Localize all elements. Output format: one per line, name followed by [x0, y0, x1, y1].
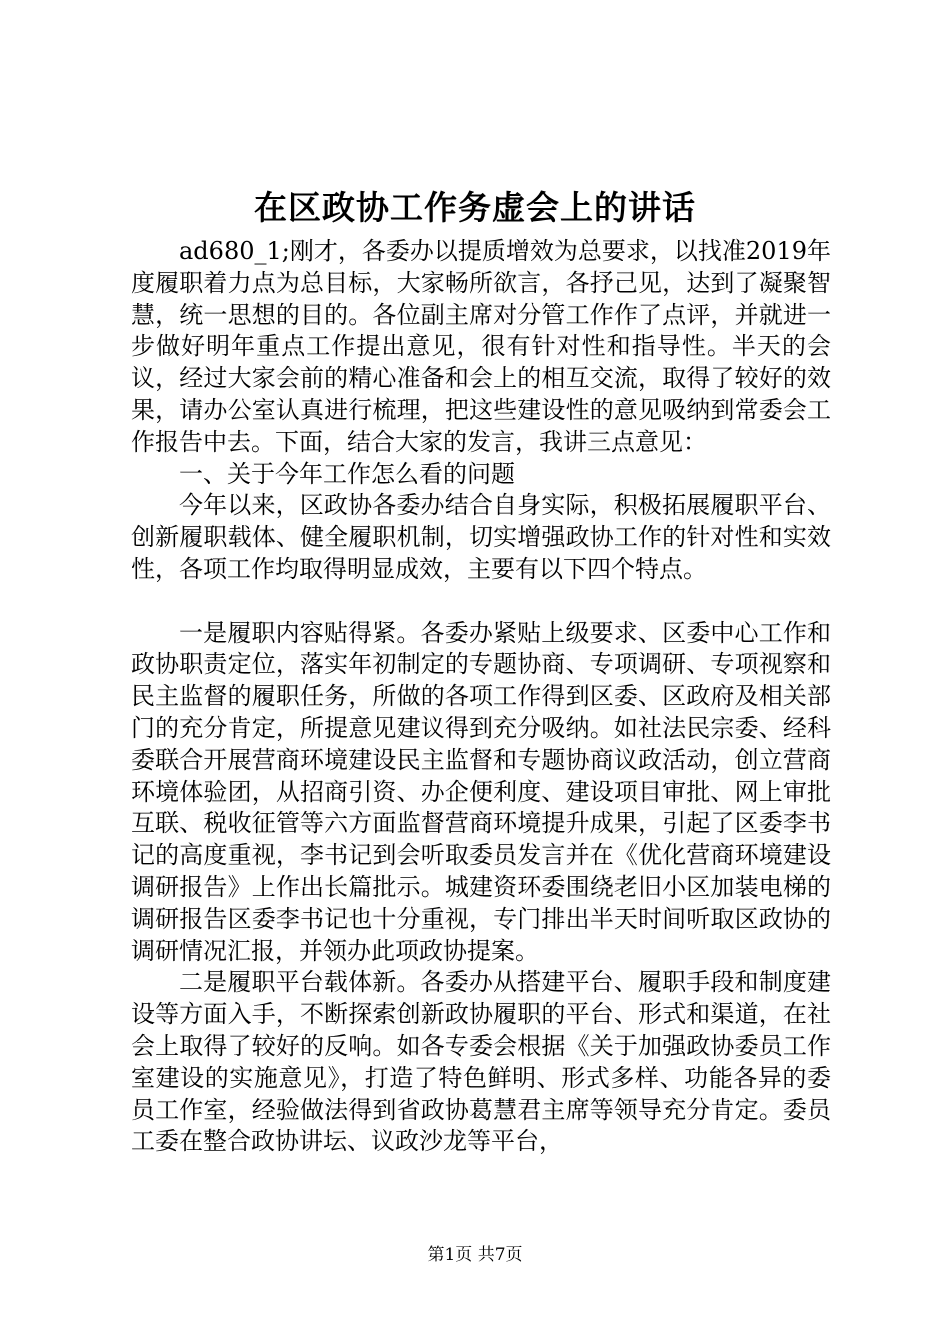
section-heading-1: 一、关于今年工作怎么看的问题	[179, 459, 515, 488]
document-body	[131, 236, 831, 1158]
paragraph-intro: ad680_1;刚才，各委办以提质增效为总要求，以找准2019年度履职着力点为总目标，大家畅所欲言，各抒己见，达到了凝聚智慧，统一思想的目的。各位副主席对分管工作作了点评，并就进一步做好明年重点工作提出意见，很有针对性和指导性。半天的会议，经过大家会前的精心准备和会上的相互交流，取得了较好的效果，请办公室认真进行梳理，把这些建设性的意见吸纳到常委会工作报告中去。下面，结合大家的发言，我讲三点意见：	[131, 237, 831, 456]
page-number-footer: 第1页 共7页	[427, 1245, 523, 1265]
paragraph-point-1: 一是履职内容贴得紧。各委办紧贴上级要求、区委中心工作和政协职责定位，落实年初制定的专题协商、专项调研、专项视察和民主监督的履职任务，所做的各项工作得到区委、区政府及相关部门的充分肯定，所提意见建议得到充分吸纳。如社法民宗委、经科委联合开展营商环境建设民主监督和专题协商议政活动，创立营商环境体验团，从招商引资、办企便利度、建设项目审批、网上审批互联、税收征管等六方面监督营商环境提升成果，引起了区委李书记的高度重视，李书记到会听取委员发言并在《优化营商环境建设调研报告》上作出长篇批示。城建资环委围绕老旧小区加装电梯的调研报告区委李书记也十分重视，专门排出半天时间听取区政协的调研情况汇报，并领办此项政协提案。	[131, 618, 831, 965]
document-title: 在区政协工作务虚会上的讲话	[254, 188, 696, 227]
paragraph-point-2: 二是履职平台载体新。各委办从搭建平台、履职手段和制度建设等方面入手，不断探索创新政协履职的平台、形式和渠道，在社会上取得了较好的反响。如各专委会根据《关于加强政协委员工作室建设的实施意见》，打造了特色鲜明、形式多样、功能各异的委员工作室，经验做法得到省政协葛慧君主席等领导充分肯定。委员工委在整合政协讲坛、议政沙龙等平台，	[131, 968, 831, 1156]
paragraph-gap	[131, 586, 831, 618]
paragraph-overview: 今年以来，区政协各委办结合自身实际，积极拓展履职平台、创新履职载体、健全履职机制，切实增强政协工作的针对性和实效性，各项工作均取得明显成效，主要有以下四个特点。	[131, 491, 831, 583]
